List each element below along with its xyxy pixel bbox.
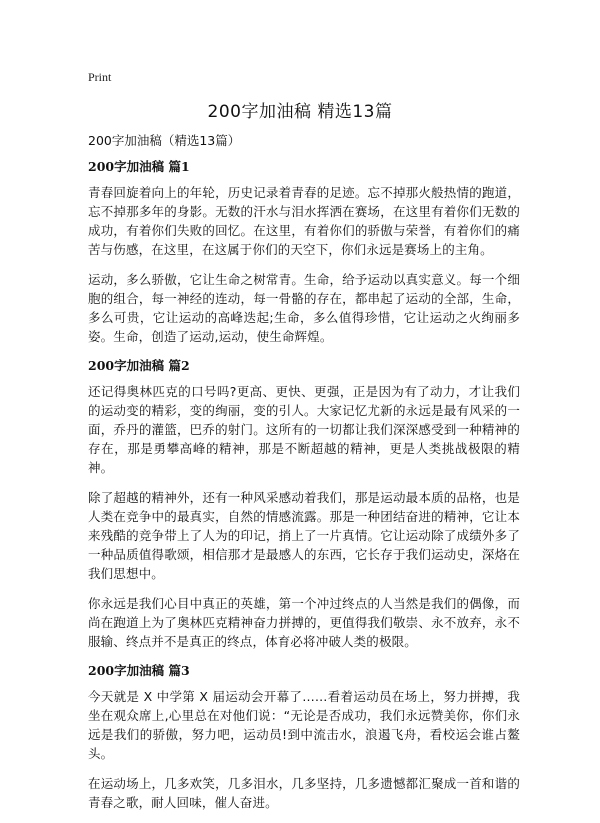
document-body	[88, 132, 520, 823]
paragraph: 还记得奥林匹克的口号吗?更高、更快、更强，正是因为有了动力，才让我们的运动变的精彩，变的绚丽，变的引人。大家记忆尤新的永远是最有风采的一面，乔丹的灌篮，巴乔的射门。这所有的一切都让我们深深感受到一种精神的存在，那是勇攀高峰的精神，那是不断超越的精神，更是人类挑战极限的精神。	[88, 384, 520, 475]
paragraph: 青春回旋着向上的年轮，历史记录着青春的足迹。忘不掉那火般热情的跑道，忘不掉那多年的身影。无数的汗水与泪水挥洒在赛场，在这里有着你们无数的成功，有着你们失败的回忆。在这里，有着你们的骄傲与荣誉，有着你们的痛苦与伤感，在这里，在这属于你们的天空下，你们永远是赛场上的主角。	[88, 185, 520, 257]
paragraph: 今天就是 X 中学第 X 届运动会开幕了……看着运动员在场上，努力拼搏，我坐在观众席上,心里总在对他们说：“无论是否成功，我们永远赞美你，你们永远是我们的骄傲，努力吧，运动员!到中流击水，浪遏飞舟，看校运会谁占鳌头。	[88, 689, 520, 761]
section-heading: 200字加油稿 篇3	[88, 663, 190, 678]
section-2	[88, 357, 520, 651]
page-title: 200字加油稿 精选13篇	[207, 102, 393, 122]
section-heading: 200字加油稿 篇1	[88, 159, 190, 174]
print-label: Print	[88, 70, 112, 84]
section-3	[88, 662, 520, 812]
document-subtitle: 200字加油稿（精选13篇）	[88, 133, 241, 148]
paragraph: 运动，多么骄傲，它让生命之树常青。生命，给予运动以真实意义。每一个细胞的组合，每一神经的连动，每一骨骼的存在，都串起了运动的全部，生命，多么可贵，它让运动的高峰迭起;生命，多么值得珍惜，它让运动之火绚丽多姿。生命，创造了运动,运动，使生命辉煌。	[88, 272, 520, 344]
section-1	[88, 158, 520, 346]
section-heading: 200字加油稿 篇2	[88, 358, 190, 373]
paragraph: 除了超越的精神外，还有一种风采感动着我们，那是运动最本质的品格，也是人类在竞争中的最真实，自然的情感流露。那是一种团结奋进的精神，它让本来残酷的竞争带上了人为的印记，捎上了一片真情。它让运动除了成绩外多了一种品质值得歌颂，相信那才是最感人的东西，它长存于我们运动史，深烙在我们思想中。	[88, 490, 520, 581]
paragraph: 你永远是我们心目中真正的英雄，第一个冲过终点的人当然是我们的偶像，而尚在跑道上为了奥林匹克精神奋力拼搏的，更值得我们敬崇、永不放弃，永不服输、终点并不是真正的终点，体育必将冲破人类的极限。	[88, 596, 520, 649]
paragraph: 在运动场上，几多欢笑，几多泪水，几多坚持，几多遗憾都汇聚成一首和谐的青春之歌，耐人回味，催人奋进。	[88, 776, 520, 810]
